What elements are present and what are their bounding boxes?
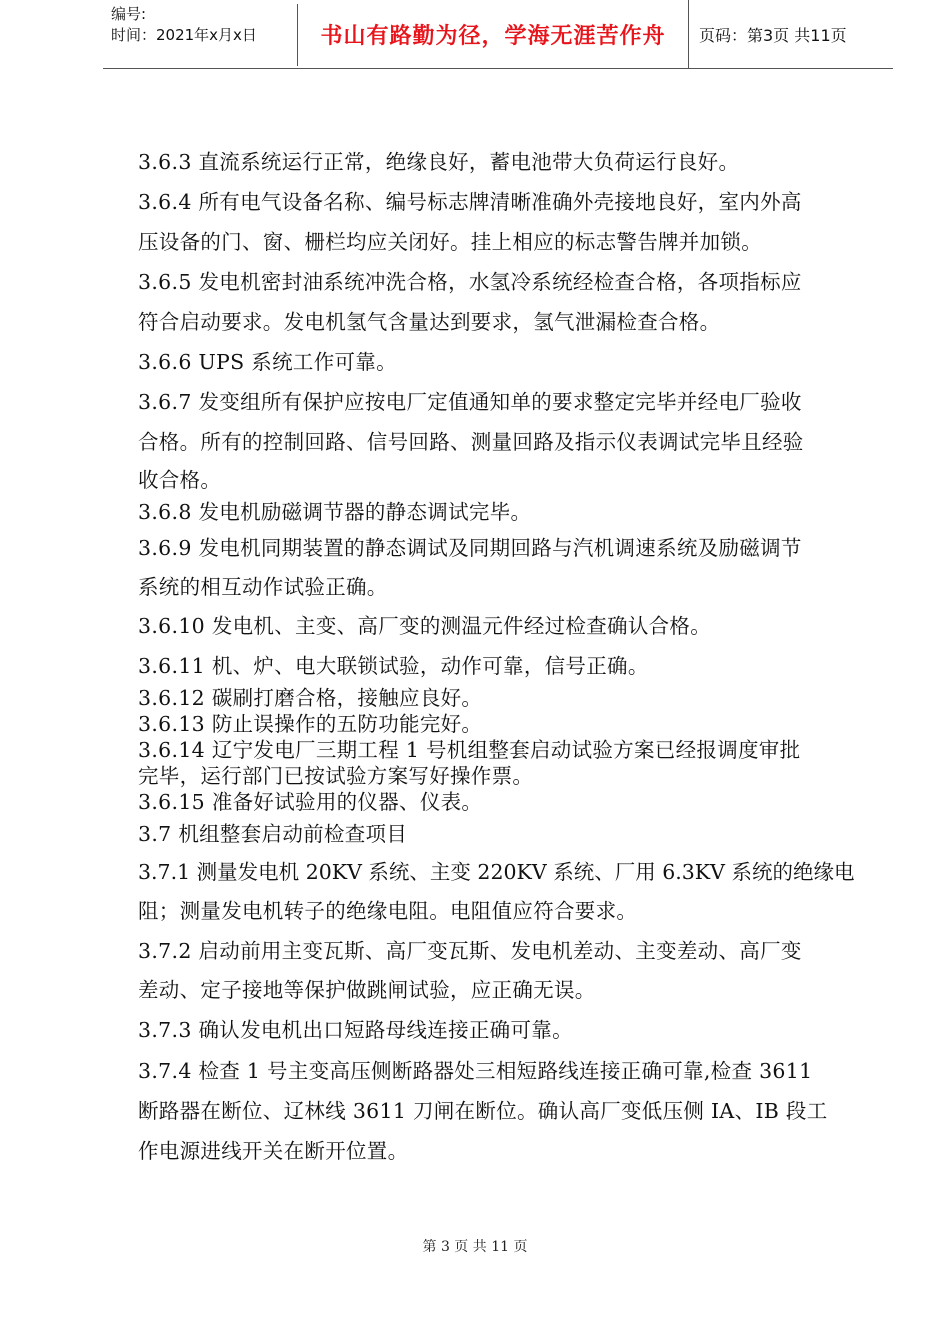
text-line: 压设备的门、窗、栅栏均应关闭好。挂上相应的标志警告牌并加锁。 (138, 230, 762, 254)
text-line: 差动、定子接地等保护做跳闸试验，应正确无误。 (138, 978, 596, 1002)
text-line: 合格。所有的控制回路、信号回路、测量回路及指示仪表调试完毕且经验 (138, 430, 804, 454)
text-line: 3.6.8 发电机励磁调节器的静态调试完毕。 (138, 500, 532, 524)
text-line: 3.7.3 确认发电机出口短路母线连接正确可靠。 (138, 1018, 573, 1042)
text-line: 3.7.1 测量发电机 20KV 系统、主变 220KV 系统、厂用 6.3KV 系统的绝缘电 (138, 860, 855, 884)
text-line: 作电源进线开关在断开位置。 (138, 1139, 409, 1163)
text-line: 3.6.3 直流系统运行正常，绝缘良好，蓄电池带大负荷运行良好。 (138, 150, 740, 174)
header-meta (111, 4, 298, 66)
text-line: 断路器在断位、辽林线 3611 刀闸在断位。确认高厂变低压侧 IA、IB 段工 (138, 1099, 828, 1123)
text-line: 3.6.9 发电机同期装置的静态调试及同期回路与汽机调速系统及励磁调节 (138, 536, 802, 560)
text-line: 3.6.14 辽宁发电厂三期工程 1 号机组整套启动试验方案已经报调度审批 (138, 738, 801, 762)
document-number-label: 编号: (111, 5, 147, 23)
text-line: 3.6.12 碳刷打磨合格，接触应良好。 (138, 686, 483, 710)
text-line: 阻；测量发电机转子的绝缘电阻。电阻值应符合要求。 (138, 899, 638, 923)
header-motto: 书山有路勤为径，学海无涯苦作舟 (298, 0, 689, 68)
text-line: 3.6.7 发变组所有保护应按电厂定值通知单的要求整定完毕并经电厂验收 (138, 390, 802, 414)
text-line: 3.6.15 准备好试验用的仪器、仪表。 (138, 790, 483, 814)
header-page-info: 页码：第3页 共11页 (699, 25, 847, 45)
text-line: 系统的相互动作试验正确。 (138, 575, 388, 599)
document-date: 时间：2021年x月x日 (111, 26, 257, 44)
text-line: 3.6.10 发电机、主变、高厂变的测温元件经过检查确认合格。 (138, 614, 712, 638)
section-heading: 3.7 机组整套启动前检查项目 (138, 822, 408, 846)
text-line: 3.6.4 所有电气设备名称、编号标志牌清晰准确外壳接地良好，室内外高 (138, 190, 802, 214)
text-line: 3.6.5 发电机密封油系统冲洗合格，水氢冷系统经检查合格，各项指标应 (138, 270, 802, 294)
text-line: 3.6.6 UPS 系统工作可靠。 (138, 350, 397, 374)
text-line: 3.7.4 检查 1 号主变高压侧断路器处三相短路线连接正确可靠,检查 3611 (138, 1059, 813, 1083)
text-line: 收合格。 (138, 468, 222, 492)
text-line: 符合启动要求。发电机氢气含量达到要求，氢气泄漏检查合格。 (138, 310, 721, 334)
text-line: 完毕，运行部门已按试验方案写好操作票。 (138, 764, 534, 788)
text-line: 3.7.2 启动前用主变瓦斯、高厂变瓦斯、发电机差动、主变差动、高厂变 (138, 939, 802, 963)
page-header (103, 0, 893, 69)
page-footer: 第 3 页 共 11 页 (422, 1239, 528, 1255)
text-line: 3.6.13 防止误操作的五防功能完好。 (138, 712, 483, 736)
text-line: 3.6.11 机、炉、电大联锁试验，动作可靠，信号正确。 (138, 654, 649, 678)
